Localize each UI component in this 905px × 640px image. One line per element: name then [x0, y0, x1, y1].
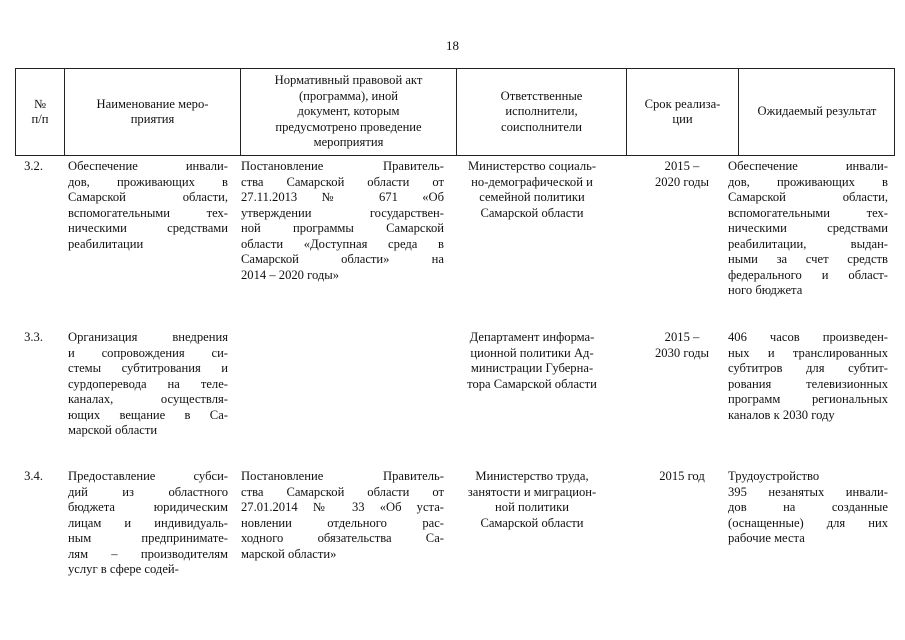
- row-number: 3.3.: [24, 330, 43, 344]
- responsible: Департамент информа- ционной политики Ад- министрации Губерна- тора Самарской области: [467, 330, 597, 391]
- event-name: Обеспечение инвали- дов, проживающих в Самарской области, вспомогательными тех- ническими средствами реабилитации: [68, 159, 228, 251]
- term: 2015 – 2030 годы: [655, 330, 709, 360]
- legal-act: Постановление Правитель- ства Самарской области от 27.11.2013 № 671 «Об утверждении государствен- ной программы Самарской области «Доступная среда в Самарской области» на 2014 – 2020 годы»: [241, 159, 444, 282]
- header-responsible: Ответственные исполнители, соисполнители: [456, 69, 626, 155]
- expected-result: 406 часов произведен- ных и транслированных субтитров для субтит- рования телевизионных программ региональных каналов к 2030 году: [728, 330, 888, 422]
- expected-result: Трудоустройство 395 незанятых инвали- дов на созданные (оснащенные) для них рабочие места: [728, 469, 888, 545]
- page-number: 18: [446, 38, 459, 53]
- term: 2015 – 2020 годы: [655, 159, 709, 189]
- responsible: Министерство социаль- но-демографической и семейной политики Самарской области: [467, 159, 597, 220]
- table-header: [15, 68, 895, 156]
- header-event-name: Наименование меро- приятия: [64, 69, 240, 155]
- event-name: Организация внедрения и сопровождения си- стемы субтитрования и сурдоперевода на теле- каналах, осуществля- ющих вещание в Са- марской области: [68, 330, 228, 437]
- header-number: № п/п: [31, 96, 49, 126]
- row-number: 3.2.: [24, 159, 43, 173]
- row-number: 3.4.: [24, 469, 43, 483]
- expected-result: Обеспечение инвали- дов, проживающих в Самарской области, вспомогательными тех- ническими средствами реабилитации, выдан- ными за счет средств федерального и област- ного бюджета: [728, 159, 888, 297]
- header-legal-act: Нормативный правовой акт (программа), иной документ, которым предусмотрено проведение мероприятия: [240, 69, 456, 155]
- header-result: Ожидаемый результат: [738, 69, 895, 155]
- term: 2015 год: [659, 469, 705, 483]
- event-name: Предоставление субси- дий из областного бюджета юридическим лицам и индивидуаль- ным предпринимате- лям – производителям услуг в сфере содей-: [68, 469, 228, 576]
- header-term: Срок реализа- ции: [626, 69, 738, 155]
- responsible: Министерство труда, занятости и миграцион- ной политики Самарской области: [467, 469, 597, 530]
- legal-act: Постановление Правитель- ства Самарской области от 27.01.2014 № 33 «Об уста- новлении отдельного рас- ходного обязательства Са- марской области»: [241, 469, 444, 561]
